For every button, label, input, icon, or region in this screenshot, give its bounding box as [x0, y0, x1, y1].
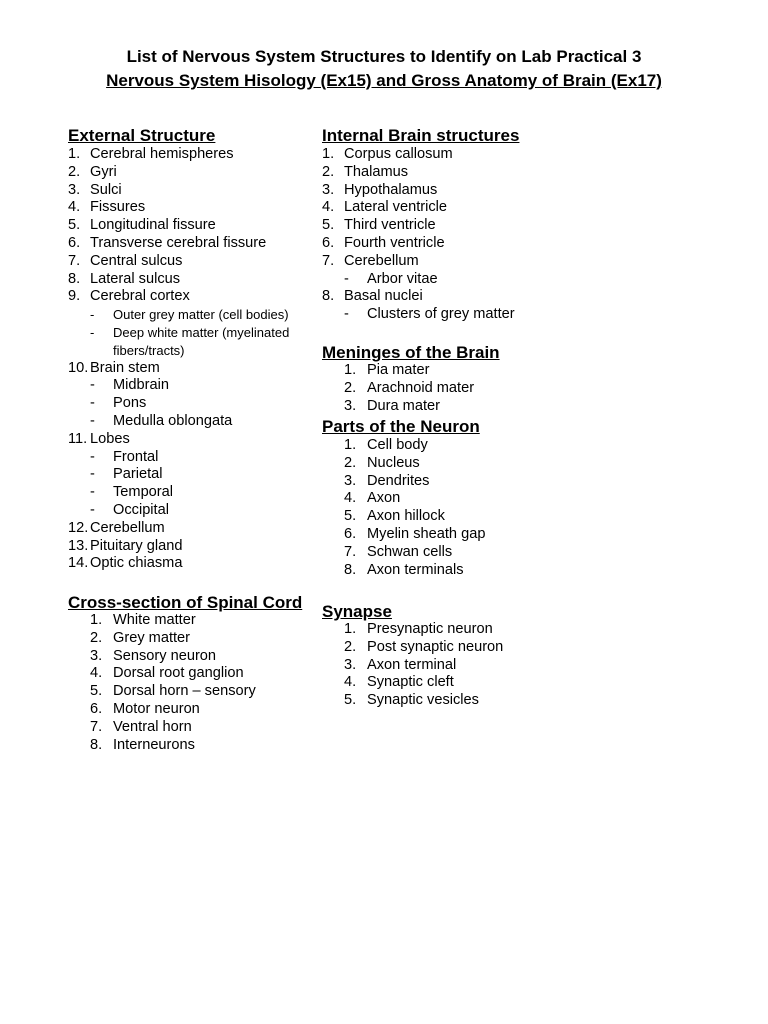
sub-list-item	[68, 395, 308, 413]
list-item	[68, 648, 308, 666]
list-item	[68, 538, 308, 556]
list-item-label: Central sulcus	[90, 252, 183, 269]
sub-list-item	[68, 413, 308, 431]
list-item	[68, 271, 308, 289]
list-item-number: 1.	[344, 362, 357, 378]
document-title: List of Nervous System Structures to Identify on Lab Practical 3	[126, 47, 642, 66]
neuron-parts-list	[322, 437, 562, 579]
list-item-number: 5.	[68, 217, 81, 234]
list-item-label: Cerebellum	[90, 519, 165, 536]
bullet-dash: -	[90, 395, 95, 412]
list-item-label: Fissures	[90, 199, 146, 216]
bullet-dash: -	[344, 270, 349, 287]
list-item-label: Axon terminal	[367, 656, 457, 673]
meninges-list	[322, 362, 562, 415]
list-item-number: 2.	[68, 163, 81, 180]
list-item-number: 6.	[344, 525, 357, 542]
list-item-label: Synaptic cleft	[367, 674, 454, 691]
sub-list-item	[68, 502, 308, 520]
list-item-number: 2.	[90, 629, 103, 646]
list-item-label: Transverse cerebral fissure	[90, 234, 267, 251]
list-item-number: 4.	[90, 665, 103, 682]
list-item	[322, 217, 562, 235]
list-item-label: Longitudinal fissure	[90, 217, 216, 234]
sub-list-item-label: Parietal	[113, 466, 163, 483]
list-item	[322, 398, 562, 416]
list-item	[322, 639, 562, 657]
list-item	[68, 665, 308, 683]
list-item-label: Thalamus	[344, 163, 409, 180]
sub-list-item	[68, 324, 308, 360]
sub-list	[322, 271, 562, 289]
list-item-label: Dendrites	[367, 472, 430, 489]
sub-list-item	[68, 466, 308, 484]
list-item	[322, 362, 562, 380]
list-item-label: Third ventricle	[344, 217, 436, 234]
list-item	[68, 164, 308, 182]
list-item	[68, 235, 308, 253]
list-item-label: White matter	[113, 612, 196, 628]
sub-list-item	[68, 484, 308, 502]
list-item	[68, 199, 308, 217]
list-item-label: Dorsal root ganglion	[113, 665, 244, 682]
section-title-spinal: Cross-section of Spinal Cord	[68, 593, 303, 612]
list-item-label: Interneurons	[113, 736, 195, 753]
list-item-label: Brain stem	[90, 359, 160, 376]
list-item-label: Cell body	[367, 437, 428, 453]
list-item-number: 12.	[68, 519, 89, 536]
sub-list-item-label: Outer grey matter (cell bodies)	[113, 307, 289, 323]
bullet-dash: -	[90, 307, 95, 323]
list-item-number: 6.	[90, 700, 103, 717]
list-item-number: 3.	[344, 397, 357, 414]
list-item	[322, 526, 562, 544]
external-structure-list	[68, 146, 308, 573]
list-item-number: 5.	[344, 508, 357, 525]
list-item-label: Myelin sheath gap	[367, 525, 486, 542]
sub-list-item-label: Pons	[113, 395, 147, 412]
list-item-number: 10.	[68, 359, 89, 376]
list-item	[68, 683, 308, 701]
list-item-label: Sulci	[90, 181, 122, 198]
list-item-number: 7.	[344, 543, 357, 560]
bullet-dash: -	[90, 501, 95, 518]
list-item-label: Lateral ventricle	[344, 199, 448, 216]
list-item-number: 9.	[68, 288, 81, 305]
list-item-label: Schwan cells	[367, 543, 453, 560]
bullet-dash: -	[90, 412, 95, 429]
list-item-label: Synaptic vesicles	[367, 692, 479, 709]
sub-list-item-label: Clusters of grey matter	[367, 306, 515, 323]
bullet-dash: -	[90, 448, 95, 465]
list-item-label: Lateral sulcus	[90, 270, 181, 287]
bullet-dash: -	[90, 324, 95, 340]
list-item	[322, 544, 562, 562]
list-item-number: 7.	[68, 252, 81, 269]
list-item-number: 4.	[68, 199, 81, 216]
list-item-label: Pia mater	[367, 362, 430, 378]
list-item	[322, 473, 562, 491]
list-item	[68, 253, 308, 271]
sub-list-item	[68, 377, 308, 395]
list-item	[322, 199, 562, 217]
list-item	[68, 431, 308, 520]
list-item-number: 2.	[344, 454, 357, 471]
sub-list-item-label: Midbrain	[113, 377, 169, 394]
list-item-number: 1.	[90, 612, 103, 628]
list-item-number: 1.	[322, 146, 335, 162]
list-item-number: 8.	[344, 561, 357, 578]
list-item	[68, 182, 308, 200]
list-item	[322, 235, 562, 253]
list-item-number: 3.	[90, 647, 103, 664]
list-item-number: 6.	[68, 234, 81, 251]
list-item-number: 5.	[90, 683, 103, 700]
list-item-label: Fourth ventricle	[344, 234, 445, 251]
list-item-number: 14.	[68, 555, 89, 572]
sub-list-item	[68, 449, 308, 467]
list-item	[322, 146, 562, 164]
list-item-number: 2.	[344, 638, 357, 655]
list-item	[68, 612, 308, 630]
list-item-number: 8.	[322, 288, 335, 305]
list-item-number: 2.	[322, 163, 335, 180]
sub-list-item-label: Deep white matter (myelinated fibers/tracts)	[113, 324, 290, 358]
list-item-number: 4.	[344, 674, 357, 691]
list-item	[68, 360, 308, 431]
list-item	[68, 737, 308, 755]
list-item	[68, 555, 308, 573]
internal-brain-list	[322, 146, 562, 324]
sub-list-item	[68, 306, 308, 324]
bullet-dash: -	[90, 377, 95, 394]
list-item-label: Presynaptic neuron	[367, 621, 493, 637]
list-item-number: 6.	[322, 234, 335, 251]
list-item-label: Gyri	[90, 163, 117, 180]
bullet-dash: -	[344, 306, 349, 323]
list-item-label: Corpus callosum	[344, 146, 453, 162]
sub-list	[68, 377, 308, 430]
list-item	[322, 490, 562, 508]
sub-list	[68, 449, 308, 520]
list-item-number: 7.	[90, 718, 103, 735]
list-item-label: Cerebral hemispheres	[90, 146, 234, 162]
list-item-label: Nucleus	[367, 454, 420, 471]
section-title-synapse: Synapse	[322, 602, 392, 621]
list-item-label: Cerebellum	[344, 252, 419, 269]
section-title-internal: Internal Brain structures	[322, 126, 520, 145]
list-item-label: Axon	[367, 490, 401, 507]
list-item	[68, 288, 308, 359]
section-title-neuron: Parts of the Neuron	[322, 417, 480, 436]
list-item-label: Grey matter	[113, 629, 191, 646]
list-item	[322, 455, 562, 473]
list-item-number: 1.	[68, 146, 81, 162]
list-item	[322, 182, 562, 200]
list-item-number: 3.	[344, 472, 357, 489]
list-item-number: 7.	[322, 252, 335, 269]
sub-list-item	[322, 306, 562, 324]
list-item	[322, 380, 562, 398]
list-item	[322, 657, 562, 675]
list-item-label: Dorsal horn – sensory	[113, 683, 256, 700]
list-item	[68, 217, 308, 235]
list-item-number: 4.	[322, 199, 335, 216]
list-item-number: 1.	[344, 621, 357, 637]
list-item-label: Post synaptic neuron	[367, 638, 504, 655]
synapse-list	[322, 621, 562, 710]
sub-list	[322, 306, 562, 324]
sub-list	[68, 306, 308, 359]
list-item	[322, 692, 562, 710]
list-item	[322, 288, 562, 324]
document-subtitle: Nervous System Hisology (Ex15) and Gross Anatomy of Brain (Ex17)	[106, 71, 662, 90]
list-item-number: 8.	[68, 270, 81, 287]
list-item-number: 4.	[344, 490, 357, 507]
sub-list-item-label: Frontal	[113, 448, 159, 465]
list-item-label: Arachnoid mater	[367, 379, 475, 396]
list-item-label: Motor neuron	[113, 700, 200, 717]
list-item-number: 2.	[344, 379, 357, 396]
list-item-number: 8.	[90, 736, 103, 753]
list-item-number: 11.	[68, 430, 88, 447]
section-title-meninges: Meninges of the Brain	[322, 343, 500, 362]
list-item-number: 5.	[344, 692, 357, 709]
spinal-cord-list	[68, 612, 308, 754]
list-item-number: 3.	[344, 656, 357, 673]
list-item	[322, 437, 562, 455]
list-item-label: Axon hillock	[367, 508, 445, 525]
list-item-number: 1.	[344, 437, 357, 453]
list-item-label: Dura mater	[367, 397, 440, 414]
list-item-label: Axon terminals	[367, 561, 464, 578]
list-item-label: Hypothalamus	[344, 181, 438, 198]
sub-list-item-label: Medulla oblongata	[113, 412, 233, 429]
list-item	[322, 508, 562, 526]
list-item-number: 3.	[68, 181, 81, 198]
list-item-label: Sensory neuron	[113, 647, 217, 664]
list-item	[68, 701, 308, 719]
bullet-dash: -	[90, 466, 95, 483]
sub-list-item-label: Temporal	[113, 484, 174, 501]
list-item	[68, 719, 308, 737]
list-item-number: 5.	[322, 217, 335, 234]
list-item-number: 3.	[322, 181, 335, 198]
list-item	[68, 146, 308, 164]
sub-list-item-label: Arbor vitae	[367, 270, 438, 287]
list-item	[68, 630, 308, 648]
list-item-label: Pituitary gland	[90, 537, 183, 554]
list-item-number: 13.	[68, 537, 89, 554]
sub-list-item	[322, 271, 562, 289]
section-title-external: External Structure	[68, 126, 216, 145]
list-item-label: Lobes	[90, 430, 130, 447]
list-item	[322, 562, 562, 580]
list-item-label: Cerebral cortex	[90, 288, 190, 305]
list-item-label: Basal nuclei	[344, 288, 423, 305]
list-item	[322, 253, 562, 289]
sub-list-item-label: Occipital	[113, 501, 169, 518]
list-item	[322, 164, 562, 182]
list-item-label: Ventral horn	[113, 718, 192, 735]
bullet-dash: -	[90, 484, 95, 501]
list-item	[322, 674, 562, 692]
list-item	[68, 520, 308, 538]
list-item-label: Optic chiasma	[90, 555, 183, 572]
list-item	[322, 621, 562, 639]
